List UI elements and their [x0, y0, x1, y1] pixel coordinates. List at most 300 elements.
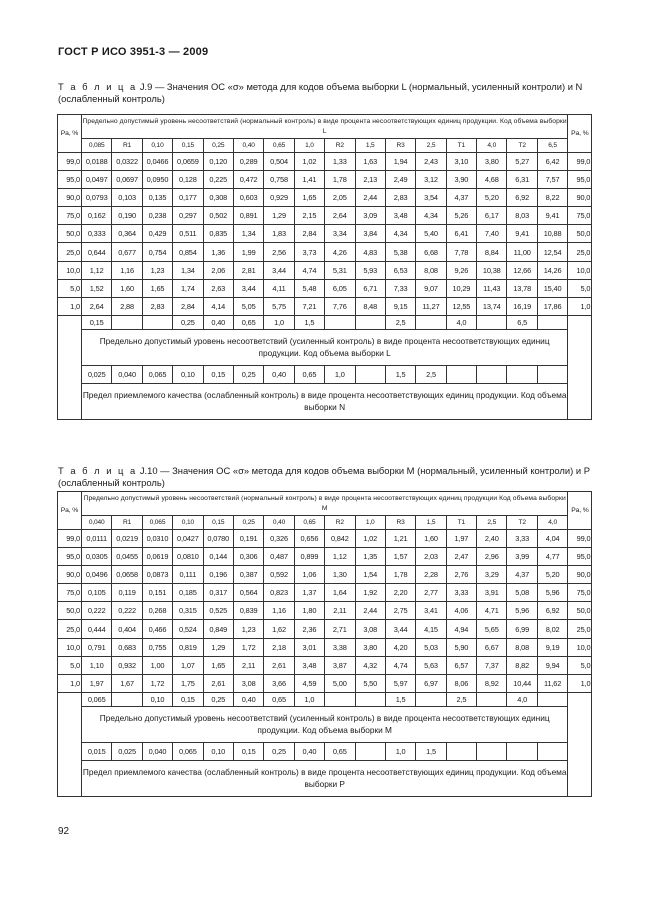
reduced-aql-value: 2,5: [416, 365, 446, 383]
oc-value: 0,524: [173, 620, 203, 638]
tightened-aql-value: [477, 692, 507, 706]
oc-value: 5,20: [537, 566, 568, 584]
oc-value: 0,0497: [82, 171, 112, 189]
oc-value: 1,23: [142, 261, 172, 279]
pa-value: 75,0: [568, 207, 592, 225]
reduced-aql-value: 0,015: [82, 742, 112, 760]
table-row: [58, 530, 592, 548]
reduced-aql-value: 1,5: [385, 365, 415, 383]
aql-column-header: R1: [112, 516, 142, 530]
reduced-values-row: [58, 742, 592, 760]
oc-value: 4,59: [294, 674, 324, 692]
oc-value: 3,01: [294, 638, 324, 656]
oc-value: 0,0310: [142, 530, 172, 548]
oc-value: 9,15: [385, 297, 415, 315]
oc-value: 3,12: [416, 171, 446, 189]
oc-value: 3,44: [385, 620, 415, 638]
oc-value: 2,83: [142, 297, 172, 315]
oc-value: 6,05: [325, 279, 355, 297]
aql-column-header: R2: [325, 139, 355, 153]
oc-value: 3,41: [416, 602, 446, 620]
aql-column-header: 1,0: [355, 516, 385, 530]
tightened-aql-value: [325, 692, 355, 706]
reduced-aql-value: [477, 365, 507, 383]
aql-column-header: 0,65: [264, 139, 294, 153]
oc-value: 0,308: [203, 189, 233, 207]
oc-value: 1,72: [233, 638, 263, 656]
pa-value: 75,0: [58, 207, 82, 225]
oc-value: 4,74: [385, 656, 415, 674]
table-row: [58, 189, 592, 207]
reduced-aql-value: 0,15: [203, 365, 233, 383]
oc-value: 3,38: [325, 638, 355, 656]
oc-value: 1,29: [264, 207, 294, 225]
oc-value: 0,502: [203, 207, 233, 225]
oc-value: 0,504: [264, 153, 294, 171]
oc-value: 6,53: [385, 261, 415, 279]
oc-value: 5,63: [416, 656, 446, 674]
oc-value: 4,34: [385, 225, 415, 243]
pa-header-left: Pa, %: [58, 115, 82, 153]
oc-value: 3,48: [385, 207, 415, 225]
oc-value: 2,61: [203, 674, 233, 692]
aql-column-header: R3: [385, 139, 415, 153]
oc-value: 0,819: [173, 638, 203, 656]
oc-value: 2,81: [233, 261, 263, 279]
header-row: [58, 115, 592, 139]
pa-value: 5,0: [568, 656, 592, 674]
pa-value: 90,0: [58, 566, 82, 584]
oc-value: 0,755: [142, 638, 172, 656]
oc-value: 5,27: [507, 153, 537, 171]
oc-value: 1,52: [82, 279, 112, 297]
pa-value: 5,0: [58, 656, 82, 674]
oc-value: 0,932: [112, 656, 142, 674]
oc-value: 8,48: [355, 297, 385, 315]
pa-value: 90,0: [568, 189, 592, 207]
subheader-row: [58, 139, 592, 153]
oc-value: 1,99: [233, 243, 263, 261]
aql-column-header: T2: [507, 516, 537, 530]
oc-value: 0,823: [264, 584, 294, 602]
oc-value: 0,444: [82, 620, 112, 638]
table-j9: [57, 114, 592, 420]
pa-value: 99,0: [58, 530, 82, 548]
oc-value: 0,268: [142, 602, 172, 620]
oc-value: 4,71: [477, 602, 507, 620]
oc-value: 0,592: [264, 566, 294, 584]
pa-value: 1,0: [58, 674, 82, 692]
blank-cell: [568, 315, 592, 419]
oc-value: 5,38: [385, 243, 415, 261]
oc-value: 8,82: [507, 656, 537, 674]
tightened-aql-value: [355, 692, 385, 706]
oc-value: 5,03: [416, 638, 446, 656]
oc-value: 1,33: [325, 153, 355, 171]
table-row: [58, 243, 592, 261]
oc-value: 2,05: [325, 189, 355, 207]
reduced-aql-value: 0,40: [264, 365, 294, 383]
oc-value: 1,10: [82, 656, 112, 674]
pa-value: 10,0: [58, 261, 82, 279]
oc-value: 6,67: [477, 638, 507, 656]
oc-value: 5,90: [446, 638, 476, 656]
normal-control-header: Предельно допустимый уровень несоответствий (нормальный контроль) в виде процента несоответствующих единиц продукции. Код объема выборки L: [82, 115, 568, 139]
oc-value: 1,12: [82, 261, 112, 279]
pa-value: 25,0: [568, 620, 592, 638]
reduced-aql-value: [537, 365, 567, 383]
reduced-note-row: [58, 760, 592, 796]
oc-value: 12,54: [537, 243, 567, 261]
oc-value: 3,80: [477, 153, 507, 171]
oc-value: 1,02: [355, 530, 385, 548]
oc-value: 5,97: [385, 674, 415, 692]
oc-value: 2,47: [446, 548, 476, 566]
aql-column-header: 0,065: [142, 516, 172, 530]
aql-column-header: 1,5: [416, 516, 446, 530]
pa-value: 95,0: [58, 548, 82, 566]
caption-label: Т а б л и ц а: [58, 81, 138, 92]
oc-value: 0,0111: [82, 530, 112, 548]
oc-value: 2,96: [477, 548, 507, 566]
reduced-aql-value: 0,040: [112, 365, 142, 383]
oc-value: 0,603: [233, 189, 263, 207]
oc-value: 2,11: [233, 656, 263, 674]
oc-value: 9,94: [537, 656, 568, 674]
tightened-aql-value: [416, 315, 446, 329]
document-header: ГОСТ Р ИСО 3951-3 — 2009: [58, 46, 209, 58]
oc-value: 8,06: [446, 674, 476, 692]
oc-value: 0,0793: [82, 189, 112, 207]
reduced-aql-value: 1,5: [416, 742, 446, 760]
oc-value: 3,08: [233, 674, 263, 692]
oc-value: 0,839: [233, 602, 263, 620]
oc-value: 0,429: [142, 225, 172, 243]
tightened-control-note: Предельно допустимый уровень несоответствий (усиленный контроль) в виде процента несоответствующих единиц продукции. Код объема выборки M: [82, 706, 568, 742]
oc-value: 0,387: [233, 566, 263, 584]
oc-value: 2,06: [203, 261, 233, 279]
aql-column-header: 1,5: [355, 139, 385, 153]
pa-value: 90,0: [568, 566, 592, 584]
oc-value: 15,40: [537, 279, 567, 297]
pa-value: 50,0: [568, 225, 592, 243]
oc-value: 1,65: [142, 279, 172, 297]
oc-value: 7,40: [477, 225, 507, 243]
oc-value: 3,08: [355, 620, 385, 638]
page-number: 92: [58, 826, 70, 837]
pa-value: 1,0: [568, 674, 592, 692]
reduced-aql-value: [446, 742, 476, 760]
oc-value: 3,44: [264, 261, 294, 279]
oc-value: 4,04: [537, 530, 568, 548]
oc-value: 0,105: [82, 584, 112, 602]
aql-column-header: R1: [112, 139, 142, 153]
oc-value: 0,564: [233, 584, 263, 602]
oc-value: 6,42: [537, 153, 567, 171]
oc-value: 0,315: [173, 602, 203, 620]
aql-column-header: 6,5: [537, 139, 567, 153]
oc-value: 4,74: [294, 261, 324, 279]
oc-value: 0,306: [233, 548, 263, 566]
oc-value: 4,14: [203, 297, 233, 315]
oc-value: 11,62: [537, 674, 568, 692]
oc-value: 14,26: [537, 261, 567, 279]
oc-value: 3,84: [355, 225, 385, 243]
reduced-aql-value: 0,15: [233, 742, 263, 760]
oc-value: 1,83: [264, 225, 294, 243]
aql-column-header: 4,0: [537, 516, 568, 530]
oc-value: 11,00: [507, 243, 537, 261]
oc-value: 5,08: [507, 584, 537, 602]
oc-value: 1,02: [294, 153, 324, 171]
oc-value: 0,0873: [142, 566, 172, 584]
oc-value: 2,83: [385, 189, 415, 207]
oc-value: 4,32: [355, 656, 385, 674]
pa-value: 1,0: [58, 297, 82, 315]
oc-value: 1,06: [294, 566, 324, 584]
oc-value: 0,0950: [142, 171, 172, 189]
reduced-aql-value: 1,0: [325, 365, 355, 383]
oc-value: 1,63: [355, 153, 385, 171]
oc-value: 0,0305: [82, 548, 112, 566]
tightened-aql-value: 2,5: [385, 315, 415, 329]
tightened-aql-value: [477, 315, 507, 329]
oc-value: 3,10: [446, 153, 476, 171]
oc-value: 5,65: [477, 620, 507, 638]
oc-value: 4,37: [507, 566, 537, 584]
oc-value: 8,08: [416, 261, 446, 279]
tightened-aql-value: 0,65: [233, 315, 263, 329]
oc-value: 0,177: [173, 189, 203, 207]
oc-value: 0,222: [112, 602, 142, 620]
table-row: [58, 279, 592, 297]
oc-value: 0,238: [142, 207, 172, 225]
tightened-aql-value: [416, 692, 446, 706]
pa-value: 50,0: [58, 225, 82, 243]
oc-value: 2,15: [294, 207, 324, 225]
pa-value: 75,0: [58, 584, 82, 602]
oc-value: 0,0619: [142, 548, 172, 566]
table-row: [58, 674, 592, 692]
oc-value: 3,44: [233, 279, 263, 297]
oc-value: 0,677: [112, 243, 142, 261]
aql-column-header: 2,5: [416, 139, 446, 153]
table-row: [58, 153, 592, 171]
tightened-aql-value: 1,0: [294, 692, 324, 706]
oc-value: 4,94: [446, 620, 476, 638]
oc-value: 0,0219: [112, 530, 142, 548]
oc-value: 6,92: [507, 189, 537, 207]
pa-value: 99,0: [568, 530, 592, 548]
oc-value: 5,00: [325, 674, 355, 692]
reduced-aql-value: 0,025: [82, 365, 112, 383]
oc-value: 0,297: [173, 207, 203, 225]
oc-value: 0,326: [264, 530, 294, 548]
oc-value: 6,41: [446, 225, 476, 243]
tightened-aql-value: 4,0: [507, 692, 537, 706]
oc-value: 0,854: [173, 243, 203, 261]
oc-value: 5,96: [537, 584, 568, 602]
oc-value: 5,50: [355, 674, 385, 692]
normal-control-header: Предельно допустимый уровень несоответствий (нормальный контроль) в виде процента несоответствующих единиц продукции Код объема выборки M: [82, 492, 568, 516]
oc-value: 4,34: [416, 207, 446, 225]
oc-value: 2,40: [477, 530, 507, 548]
oc-value: 2,84: [294, 225, 324, 243]
oc-value: 0,644: [82, 243, 112, 261]
oc-value: 0,835: [203, 225, 233, 243]
oc-value: 1,54: [355, 566, 385, 584]
oc-value: 2,03: [416, 548, 446, 566]
tightened-aql-value: 1,0: [264, 315, 294, 329]
oc-value: 0,0659: [173, 153, 203, 171]
tightened-aql-value: 0,40: [233, 692, 263, 706]
oc-value: 0,0455: [112, 548, 142, 566]
oc-value: 4,11: [264, 279, 294, 297]
tightened-aql-value: 4,0: [446, 315, 476, 329]
oc-value: 5,31: [325, 261, 355, 279]
oc-value: 0,487: [264, 548, 294, 566]
table-row: [58, 207, 592, 225]
reduced-aql-value: 0,65: [325, 742, 355, 760]
tightened-aql-value: 0,40: [203, 315, 233, 329]
reduced-control-note: Предел приемлемого качества (ослабленный контроль) в виде процента несоответствующих единиц продукции. Код объема выборки N: [82, 383, 568, 419]
oc-value: 1,41: [294, 171, 324, 189]
oc-value: 6,92: [537, 602, 568, 620]
oc-value: 8,92: [477, 674, 507, 692]
oc-value: 4,37: [446, 189, 476, 207]
table-row: [58, 548, 592, 566]
pa-value: 95,0: [568, 548, 592, 566]
reduced-aql-value: [537, 742, 568, 760]
aql-column-header: 0,085: [82, 139, 112, 153]
oc-value: 4,15: [416, 620, 446, 638]
oc-value: 12,55: [446, 297, 476, 315]
oc-value: 9,41: [507, 225, 537, 243]
tightened-aql-value: [537, 692, 568, 706]
oc-value: 2,20: [385, 584, 415, 602]
oc-value: 7,37: [477, 656, 507, 674]
oc-value: 10,88: [537, 225, 567, 243]
table-caption-j9: [58, 81, 596, 105]
oc-value: 1,65: [203, 656, 233, 674]
oc-value: 1,29: [203, 638, 233, 656]
table-row: [58, 656, 592, 674]
reduced-aql-value: 0,40: [294, 742, 324, 760]
oc-value: 8,03: [507, 207, 537, 225]
reduced-note-row: [58, 383, 592, 419]
caption-label: Т а б л и ц а: [58, 465, 138, 476]
oc-value: 2,75: [385, 602, 415, 620]
aql-column-header: 0,25: [203, 139, 233, 153]
oc-value: 2,18: [264, 638, 294, 656]
oc-value: 6,99: [507, 620, 537, 638]
aql-column-header: T1: [446, 139, 476, 153]
oc-value: 1,57: [385, 548, 415, 566]
oc-value: 2,63: [203, 279, 233, 297]
reduced-control-note: Предел приемлемого качества (ослабленный контроль) в виде процента несоответствующих единиц продукции. Код объема выборки P: [82, 760, 568, 796]
table-row: [58, 638, 592, 656]
reduced-aql-value: [355, 742, 385, 760]
subheader-row: [58, 516, 592, 530]
oc-value: 0,466: [142, 620, 172, 638]
aql-column-header: 0,25: [233, 516, 263, 530]
tightened-note-row: [58, 329, 592, 365]
oc-value: 0,144: [203, 548, 233, 566]
aql-column-header: 0,15: [203, 516, 233, 530]
tightened-values-row: [58, 315, 592, 329]
aql-column-header: 0,40: [264, 516, 294, 530]
pa-value: 25,0: [58, 620, 82, 638]
tightened-aql-value: [325, 315, 355, 329]
aql-column-header: 0,40: [233, 139, 263, 153]
oc-value: 2,64: [82, 297, 112, 315]
pa-value: 95,0: [568, 171, 592, 189]
oc-value: 2,43: [416, 153, 446, 171]
oc-value: 8,02: [537, 620, 568, 638]
oc-value: 1,60: [416, 530, 446, 548]
oc-value: 4,20: [385, 638, 415, 656]
oc-value: 9,26: [446, 261, 476, 279]
oc-value: 3,33: [507, 530, 537, 548]
oc-value: 1,92: [355, 584, 385, 602]
oc-value: 5,05: [233, 297, 263, 315]
oc-value: 2,88: [112, 297, 142, 315]
oc-value: 0,791: [82, 638, 112, 656]
oc-value: 1,80: [294, 602, 324, 620]
oc-value: 13,78: [507, 279, 537, 297]
oc-value: 1,34: [173, 261, 203, 279]
oc-value: 1,00: [142, 656, 172, 674]
oc-value: 8,22: [537, 189, 567, 207]
oc-value: 10,44: [507, 674, 537, 692]
oc-value: 0,162: [82, 207, 112, 225]
oc-value: 2,64: [325, 207, 355, 225]
oc-value: 0,0780: [203, 530, 233, 548]
reduced-aql-value: 0,25: [264, 742, 294, 760]
oc-value: 0,0188: [82, 153, 112, 171]
oc-value: 1,75: [173, 674, 203, 692]
oc-value: 10,29: [446, 279, 476, 297]
reduced-aql-value: [507, 742, 537, 760]
oc-value: 0,103: [112, 189, 142, 207]
pa-header-right: Pa, %: [568, 492, 592, 530]
oc-value: 0,317: [203, 584, 233, 602]
aql-column-header: 1,0: [294, 139, 324, 153]
table-row: [58, 171, 592, 189]
oc-value: 1,37: [294, 584, 324, 602]
tightened-values-row: [58, 692, 592, 706]
reduced-aql-value: 0,065: [142, 365, 172, 383]
reduced-aql-value: 0,10: [173, 365, 203, 383]
oc-value: 0,196: [203, 566, 233, 584]
pa-value: 25,0: [568, 243, 592, 261]
table-j10: [57, 491, 592, 797]
oc-value: 3,87: [325, 656, 355, 674]
oc-value: 0,111: [173, 566, 203, 584]
caption-text: J.10 — Значения OC «σ» метода для кодов объема выборки M (нормальный, усиленный контроли) и P (ослабленный контроль): [58, 465, 590, 488]
aql-column-header: 2,5: [477, 516, 507, 530]
oc-value: 6,17: [477, 207, 507, 225]
aql-column-header: T2: [507, 139, 537, 153]
oc-value: 2,44: [355, 189, 385, 207]
pa-value: 75,0: [568, 584, 592, 602]
pa-value: 5,0: [568, 279, 592, 297]
oc-value: 1,72: [142, 674, 172, 692]
pa-value: 50,0: [568, 602, 592, 620]
oc-value: 1,65: [294, 189, 324, 207]
aql-column-header: T1: [446, 516, 476, 530]
tightened-aql-value: 0,10: [142, 692, 172, 706]
